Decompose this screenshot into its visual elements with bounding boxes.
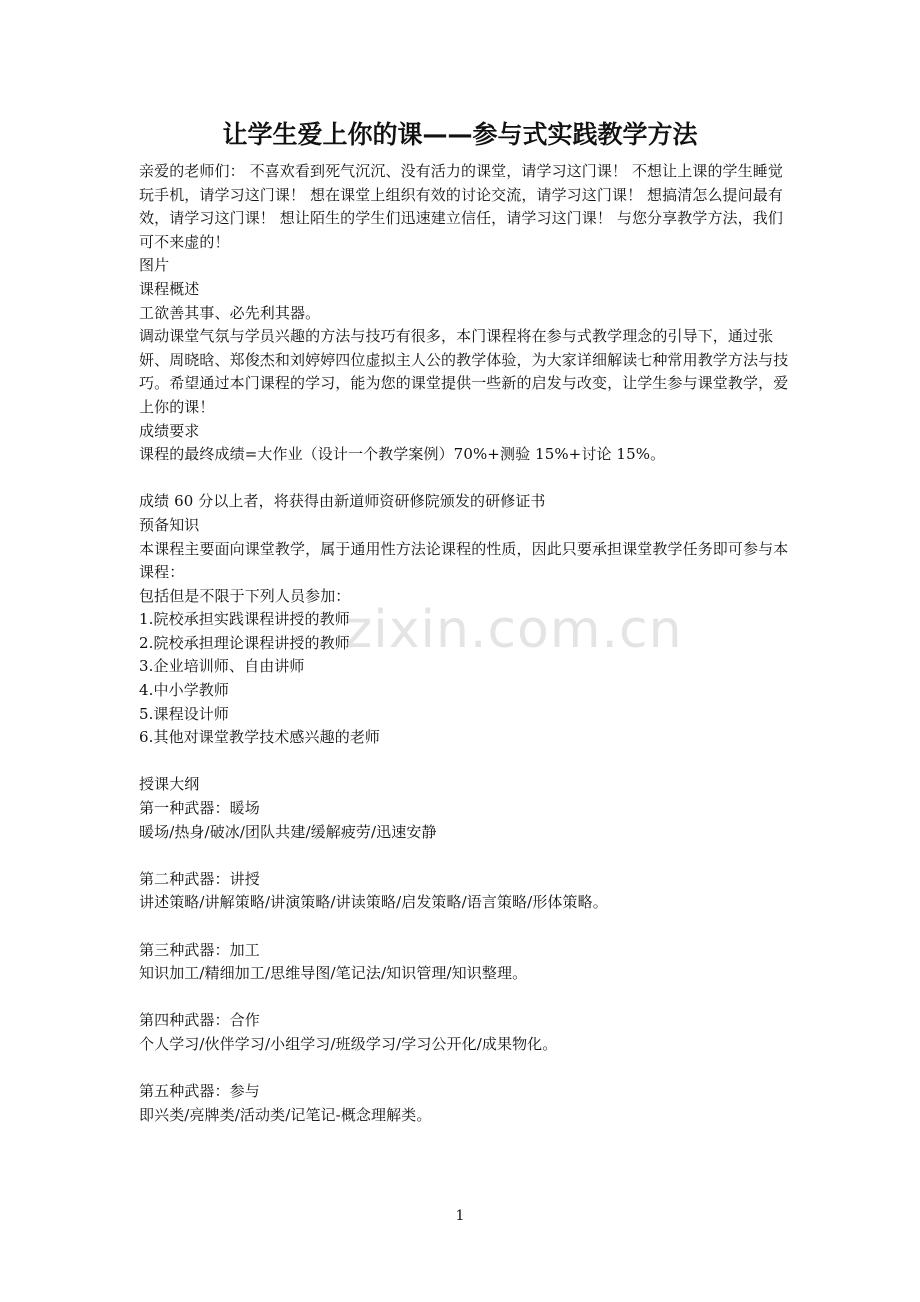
audience-intro: 包括但是不限于下列人员参加： (139, 586, 351, 605)
audience-item: 5.课程设计师 (139, 704, 230, 723)
outline-heading: 授课大纲 (139, 775, 200, 794)
grading-paragraph: 课程的最终成绩=大作业（设计一个教学案例）70%+测验 15%+讨论 15%。 (139, 445, 666, 464)
weapon-title: 第二种武器：讲授 (139, 869, 260, 888)
weapon-items: 讲述策略/讲解策略/讲演策略/讲读策略/启发策略/语言策略/形体策略。 (139, 893, 608, 912)
certificate-paragraph: 成绩 60 分以上者，将获得由新道师资研修院颁发的研修证书 (139, 492, 546, 511)
weapon-items: 即兴类/亮牌类/活动类/记笔记-概念理解类。 (139, 1105, 432, 1124)
page-number: 1 (455, 1208, 465, 1224)
weapon-items: 知识加工/精细加工/思维导图/笔记法/知识管理/知识整理。 (139, 964, 528, 983)
image-placeholder-label: 图片 (139, 256, 170, 275)
prereq-heading: 预备知识 (139, 515, 200, 534)
weapon-items: 暖场/热身/破冰/团队共建/缓解疲劳/迅速安静 (139, 822, 437, 841)
blank-line (139, 750, 791, 774)
audience-item: 3.企业培训师、自由讲师 (139, 657, 305, 676)
audience-item: 4.中小学教师 (139, 681, 230, 700)
blank-line (139, 467, 791, 491)
prereq-paragraph: 本课程主要面向课堂教学，属于通用性方法论课程的性质，因此只要承担课堂教学任务即可参与本课程： (139, 539, 789, 582)
audience-item: 1.院校承担实践课程讲授的教师 (139, 610, 350, 629)
weapon-title: 第五种武器：参与 (139, 1082, 260, 1101)
weapon-title: 第四种武器：合作 (139, 1011, 260, 1030)
intro-paragraph: 亲爱的老师们： 不喜欢看到死气沉沉、没有活力的课堂，请学习这门课！ 不想让上课的学生睡觉玩手机，请学习这门课！ 想在课堂上组织有效的讨论交流，请学习这门课！ 想搞清怎么提问最有效，请学习这门课！ 想让陌生的学生们迅速建立信任，请学习这门课！ 与您分享教学方法，我们可不来虚的！ (139, 162, 783, 251)
weapon-items: 个人学习/伙伴学习/小组学习/班级学习/学习公开化/成果物化。 (139, 1034, 558, 1053)
audience-item: 6.其他对课堂教学技术感兴趣的老师 (139, 728, 381, 747)
watermark: zixin.com.cn (345, 600, 683, 660)
blank-line (139, 986, 791, 1010)
blank-line (139, 844, 791, 868)
blank-line (139, 1057, 791, 1081)
overview-motto: 工欲善其事、必先利其器。 (139, 303, 321, 322)
audience-item: 2.院校承担理论课程讲授的教师 (139, 633, 350, 652)
weapon-title: 第三种武器：加工 (139, 940, 260, 959)
weapon-title: 第一种武器：暖场 (139, 799, 260, 818)
document-title: 让学生爱上你的课——参与式实践教学方法 (222, 120, 698, 149)
blank-line (139, 915, 791, 939)
grading-heading: 成绩要求 (139, 421, 200, 440)
overview-heading: 课程概述 (139, 279, 200, 298)
overview-paragraph: 调动课堂气氛与学员兴趣的方法与技巧有很多，本门课程将在参与式教学理念的引导下，通过张妍、周晓晗、郑俊杰和刘婷婷四位虚拟主人公的教学体验，为大家详细解读七种常用教学方法与技巧。希望通过本门课程的学习，能为您的课堂提供一些新的启发与改变，让学生参与课堂教学，爱上你的课！ (139, 327, 789, 416)
